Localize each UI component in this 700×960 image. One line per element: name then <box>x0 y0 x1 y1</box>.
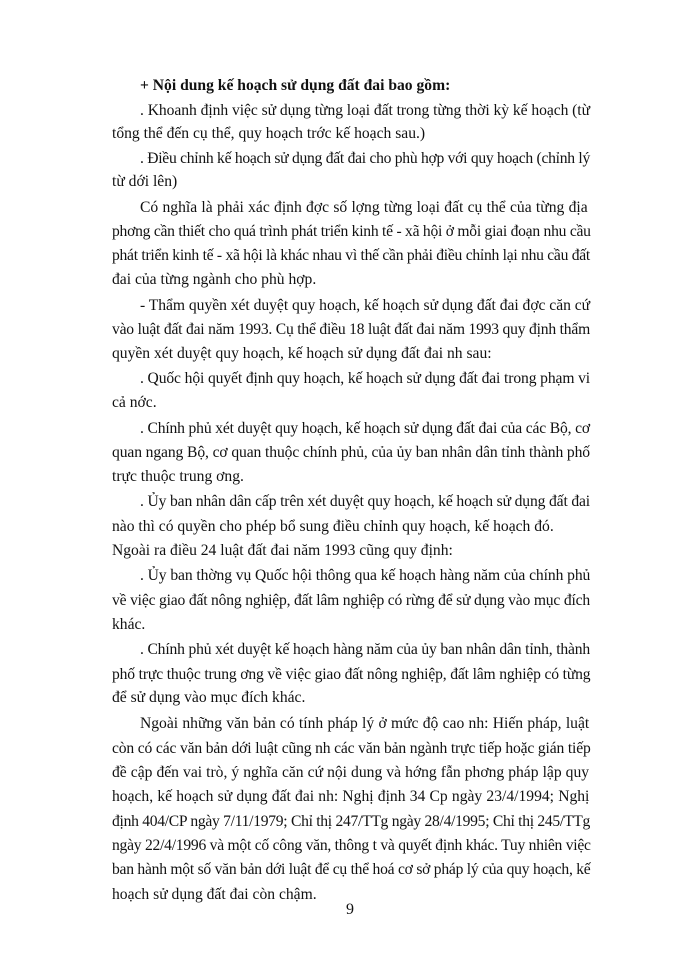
text-line: quyền xét duyệt quy hoạch, kế hoạch sử dụng đất đai nh sau: <box>112 345 492 362</box>
text-line: đề cập đến vai trò, ý nghĩa căn cứ nội dung và hớng fẫn phơng pháp lập quy <box>112 764 590 781</box>
text-line: . Điều chỉnh kế hoạch sử dụng đất đai cho phù hợp với quy hoạch (chỉnh lý <box>140 150 590 167</box>
text-line: cả nớc. <box>112 394 157 411</box>
text-line: . Quốc hội quyết định quy hoạch, kế hoạch sử dụng đất đai trong phạm vi <box>140 370 590 387</box>
text-line: tổng thể đến cụ thể, quy hoạch trớc kế hoạch sau.) <box>112 125 426 142</box>
text-line: phơng cần thiết cho quá trình phát triển kinh tế - xã hội ở mỗi giai đoạn nhu cầu <box>112 223 591 240</box>
text-line: trực thuộc trung ơng. <box>112 468 244 485</box>
text-line: để sử dụng vào mục đích khác. <box>112 689 306 706</box>
text-line: ban hành một số văn bản dới luật để cụ thể hoá cơ sở pháp lý của quy hoạch, kế <box>112 861 591 878</box>
text-line: quan ngang Bộ, cơ quan thuộc chính phủ, của ủy ban nhân dân tỉnh thành phố <box>112 444 590 461</box>
text-line: khác. <box>112 616 146 633</box>
text-line: . Chính phủ xét duyệt quy hoạch, kế hoạch sử dụng đất đai của các Bộ, cơ <box>140 420 590 437</box>
text-line: . Chính phủ xét duyệt kế hoạch hàng năm của ủy ban nhân dân tỉnh, thành <box>140 641 590 658</box>
text-line: về việc giao đất nông nghiệp, đất lâm nghiệp có rừng để sử dụng vào mục đích <box>112 592 590 609</box>
text-line: từ dới lên) <box>112 173 178 190</box>
page-number: 9 <box>346 901 354 918</box>
text-line: . Khoanh định việc sử dụng từng loại đất trong từng thời kỳ kế hoạch (từ <box>140 102 590 119</box>
text-line: vào luật đất đai năm 1993. Cụ thể điều 18 luật đất đai năm 1993 quy định thẩm <box>112 321 590 338</box>
text-line: - Thẩm quyền xét duyệt quy hoạch, kế hoạch sử dụng đất đai đợc căn cứ <box>140 297 591 314</box>
text-line: phố trực thuộc trung ơng về việc giao đất nông nghiệp, đất lâm nghiệp có từng <box>112 666 591 683</box>
text-line: phát triển kinh tế - xã hội là khác nhau vì thế cần phải điều chỉnh lại nhu cầu đất <box>112 247 590 264</box>
text-line: + Nội dung kế hoạch sử dụng đất đai bao gồm: <box>140 77 451 94</box>
text-line: đai của từng ngành cho phù hợp. <box>112 271 317 288</box>
text-line: Có nghĩa là phải xác định đợc số lợng từng loại đất cụ thể của từng địa <box>140 199 588 216</box>
text-line: Ngoài ra điều 24 luật đất đai năm 1993 cũng quy định: <box>112 542 453 559</box>
text-line: nào thì có quyền cho phép bổ sung điều chỉnh quy hoạch, kế hoạch đó. <box>112 518 554 535</box>
text-line: còn có các văn bản dới luật cũng nh các văn bản ngành trực tiếp hoặc gián tiếp <box>112 740 591 757</box>
text-line: hoạch, kế hoạch sử dụng đất đai nh: Nghị định 34 Cp ngày 23/4/1994; Nghị <box>112 788 590 805</box>
text-line: Ngoài những văn bản có tính pháp lý ở mức độ cao nh: Hiến pháp, luật <box>140 715 590 732</box>
text-line: định 404/CP ngày 7/11/1979; Chỉ thị 247/TTg ngày 28/4/1995; Chỉ thị 245/TTg <box>112 813 590 830</box>
text-line: hoạch sử dụng đất đai còn chậm. <box>112 886 317 903</box>
text-line: ngày 22/4/1996 và một cố công văn, thông t và quyết định khác. Tuy nhiên việc <box>112 837 591 854</box>
text-line: . Ủy ban nhân dân cấp trên xét duyệt quy hoạch, kế hoạch sử dụng đất đai <box>140 493 590 510</box>
text-line: . Ủy ban thờng vụ Quốc hội thông qua kế hoạch hàng năm của chính phủ <box>140 567 591 584</box>
